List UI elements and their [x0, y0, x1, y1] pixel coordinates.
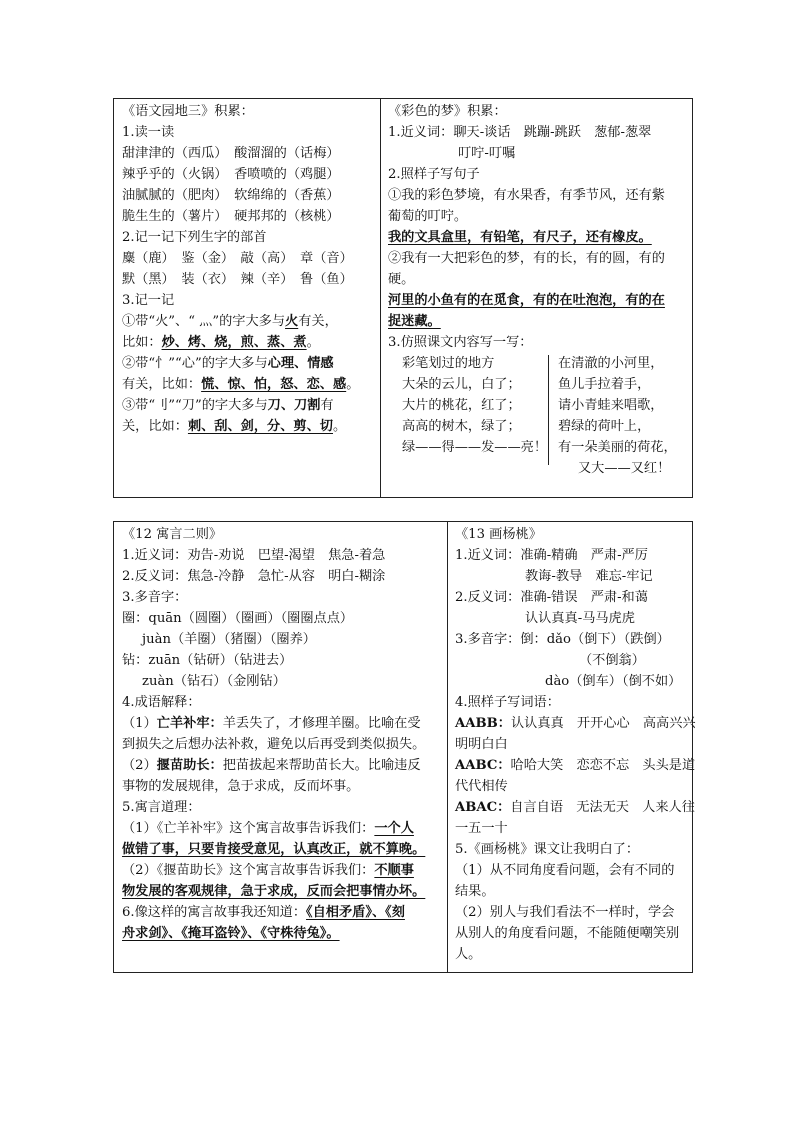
section-heading: 4.成语解释：: [122, 695, 201, 710]
lesson-line: 结果。: [455, 884, 495, 899]
radical-rule-line: [122, 311, 374, 332]
text: 有关，比如：: [122, 377, 202, 392]
more-fables: [122, 902, 441, 923]
imitation-poem: [388, 353, 686, 476]
radical-rule-line: [122, 332, 374, 353]
poem-original: [402, 353, 547, 458]
answer-text: 《自相矛盾》、《刻: [306, 905, 405, 920]
text: （2）: [122, 758, 157, 773]
text: （2）《揠苗助长》这个寓言故事告诉我们：: [122, 863, 375, 878]
section-heading: 3.仿照课文内容写一写：: [388, 335, 533, 350]
poem-line: 碧绿的荷叶上，: [558, 419, 651, 434]
text: 认认真真 开开心心 高高兴兴: [510, 716, 696, 731]
idiom-explanation: [122, 755, 441, 776]
text: 羊丢失了，才修理羊圈。比喻在受: [222, 716, 421, 731]
section-heading: 3.记一记: [122, 293, 175, 308]
synonyms-line: 1.近义词：准确-精确 严肃-严厉: [455, 548, 648, 563]
section-heading: 2.照样子写句子: [388, 167, 480, 182]
poem-line: 有一朵美丽的荷花，: [558, 440, 677, 455]
idiom-term: 揠苗助长：: [156, 758, 223, 773]
cell-caise-de-meng: [380, 99, 692, 497]
radical-rule-line: [122, 395, 374, 416]
accumulation-table-2: [113, 521, 696, 973]
word-row: 辣乎乎的（火锅） 香喷喷的（鸡腿）: [122, 167, 340, 182]
answer-text: 不顺事: [374, 863, 414, 878]
text: 有关，: [298, 314, 338, 329]
section-title: 《语文园地三》积累：: [122, 104, 254, 119]
lesson-line: （2）别人与我们看法不一样时，学会: [455, 905, 675, 920]
text: ②带“忄”“心”的字大多与: [122, 356, 268, 371]
radical-rule-line: [122, 416, 374, 437]
answer-text: 炒、烤、烧，煎、蒸、煮: [161, 335, 307, 350]
antonyms-line: 认认真真-马马虎虎: [525, 611, 635, 626]
poem-line: 在清澈的小河里，: [558, 356, 664, 371]
section-title: 《12 寓言二则》: [122, 527, 223, 542]
section-heading: 5.《画杨桃》课文让我明白了：: [455, 842, 640, 857]
example-sentence: 葡萄的叮咛。: [388, 209, 468, 224]
section-heading: 2.记一记下列生字的部首: [122, 230, 267, 245]
antonyms-line: 2.反义词：焦急-冷静 急忙-从容 明白-糊涂: [122, 569, 386, 584]
lesson-line: 从别人的角度看问题，不能随便嘲笑别: [455, 926, 680, 941]
polyphone-line: 圈：quān（圆圈）（圈画）（圈圈点点）: [122, 611, 354, 626]
poem-line: 绿——得——发——亮！: [402, 440, 548, 455]
word-pattern-line: 明明白白: [455, 737, 508, 752]
example-sentence: ②我有一大把彩色的梦，有的长，有的圆，有的: [388, 251, 665, 266]
answer-text: 舟求剑》、《掩耳盗铃》、《守株待兔》。: [122, 926, 340, 941]
idiom-explanation: [122, 713, 441, 734]
poem-line: 彩笔划过的地方: [402, 356, 495, 371]
lesson-line: （1）从不同角度看问题，会有不同的: [455, 863, 675, 878]
cell-yuyan-erze: [114, 522, 447, 972]
text: 关，比如：: [122, 419, 188, 434]
word-pattern-line: [455, 797, 695, 818]
polyphone-line: （不倒翁）: [579, 653, 645, 668]
answer-sentence: 我的文具盒里，有铅笔，有尺子，还有橡皮。: [388, 230, 652, 245]
poem-line: 请小青蛙来唱歌，: [558, 398, 664, 413]
poem-line: 鱼儿手拉着手，: [558, 377, 651, 392]
pattern-label: AABC：: [455, 758, 511, 773]
word-pattern-line: [455, 755, 696, 776]
radical-rule-line: [122, 374, 374, 395]
example-sentence: ①我的彩色梦境，有水果香，有季节风，还有紫: [388, 188, 665, 203]
section-title: 《13 画杨桃》: [455, 527, 542, 542]
fable-moral: [122, 860, 441, 881]
idiom-explanation: 到损失之后想办法补救，避免以后再受到类似损失。: [122, 737, 426, 752]
text: ③带“刂”“刀”的字大多与: [122, 398, 268, 413]
text: 。: [306, 335, 320, 350]
section-heading: 4.照样子写词语：: [455, 695, 560, 710]
polyphone-line: juàn（羊圈）（猪圈）（圈养）: [142, 632, 316, 647]
answer-sentence: 捉迷藏。: [388, 314, 441, 329]
word-row: 甜津津的（西瓜） 酸溜溜的（话梅）: [122, 146, 340, 161]
cell-yuwen-yuandi-3: [114, 99, 380, 497]
pattern-label: AABB：: [455, 716, 511, 731]
polyphone-line: 钻：zuān（钻研）（钻进去）: [122, 653, 293, 668]
answer-text: 刺、刮、剑，分、剪、切: [187, 419, 333, 434]
answer-text: 做错了事，只要肯接受意见，认真改正，就不算晚。: [122, 842, 426, 857]
section-heading: 1.读一读: [122, 125, 175, 140]
synonyms-line: 1.近义词：劝告-劝说 巴望-渴望 焦急-着急: [122, 548, 386, 563]
lesson-line: 人。: [455, 947, 482, 962]
poem-line: 又大——又红！: [578, 461, 671, 476]
text: （1）《亡羊补牢》这个寓言故事告诉我们：: [122, 821, 375, 836]
synonyms-line: 教诲-教导 难忘-牢记: [525, 569, 653, 584]
text: 自言自语 无法无天 人来人往: [510, 800, 695, 815]
radical-row: 默（黑） 装（衣） 辣（辛） 鲁（鱼）: [122, 272, 353, 287]
polyphone-line: zuàn（钻石）（金刚钻）: [142, 674, 286, 689]
answer-text: 物发展的客观规律，急于求成，反而会把事情办坏。: [122, 884, 426, 899]
fable-moral: [122, 818, 441, 839]
idiom-term: 亡羊补牢：: [156, 716, 223, 731]
text: ①带“火”、“ 灬”的字大多与: [122, 314, 286, 329]
answer-text: 一个人: [374, 821, 414, 836]
text: 把苗拔起来帮助苗长大。比喻违反: [222, 758, 421, 773]
poem-line: 高高的树木，绿了；: [402, 419, 521, 434]
word-pattern-line: 一五一十: [455, 821, 508, 836]
poem-line: 大朵的云儿，白了；: [402, 377, 521, 392]
answer-sentence: 河里的小鱼有的在觅食，有的在吐泡泡，有的在: [388, 293, 665, 308]
polyphone-line: 3.多音字：倒：dǎo（倒下）（跌倒）: [455, 632, 670, 647]
section-heading: 3.多音字：: [122, 590, 188, 605]
text: 。: [346, 377, 360, 392]
pattern-label: ABAC：: [455, 800, 511, 815]
word-row: 脆生生的（薯片） 硬邦邦的（核桃）: [122, 209, 340, 224]
text: 。: [333, 419, 347, 434]
answer-text: 火: [285, 314, 299, 329]
synonyms-line: 1.近义词：聊天-谈话 跳蹦-跳跃 葱郁-葱翠: [388, 125, 652, 140]
text: （1）: [122, 716, 157, 731]
idiom-explanation: 事物的发展规律，急于求成，反而坏事。: [122, 779, 360, 794]
synonyms-line: 叮咛-叮嘱: [458, 146, 516, 161]
poem-line: 大片的桃花，红了；: [402, 398, 521, 413]
example-sentence: 硬。: [388, 272, 415, 287]
cell-hua-yangtao: [447, 522, 696, 972]
word-row: 油腻腻的（肥肉） 软绵绵的（香蕉）: [122, 188, 340, 203]
antonyms-line: 2.反义词：准确-错误 严肃-和蔼: [455, 590, 648, 605]
section-title: 《彩色的梦》积累：: [388, 104, 507, 119]
poem-imitation: [558, 353, 677, 479]
text: 哈哈大笑 恋恋不忘 头头是道: [510, 758, 696, 773]
radical-row: 麋（鹿） 鉴（金） 敲（高） 章（音）: [122, 251, 353, 266]
text: 6.像这样的寓言故事我还知道：: [122, 905, 307, 920]
text: 有: [320, 398, 334, 413]
word-pattern-line: [455, 713, 696, 734]
text: 比如：: [122, 335, 162, 350]
poem-divider: [548, 355, 549, 465]
answer-text: 心理、情感: [267, 356, 334, 371]
answer-text: 慌、惊、怕，怒、恋、感: [201, 377, 347, 392]
answer-text: 刀、刀割: [267, 398, 321, 413]
accumulation-table-1: [113, 98, 693, 498]
section-heading: 5.寓言道理：: [122, 800, 201, 815]
word-pattern-line: 代代相传: [455, 779, 508, 794]
polyphone-line: dào（倒车）（倒不如）: [545, 674, 682, 689]
radical-rule-line: [122, 353, 374, 374]
